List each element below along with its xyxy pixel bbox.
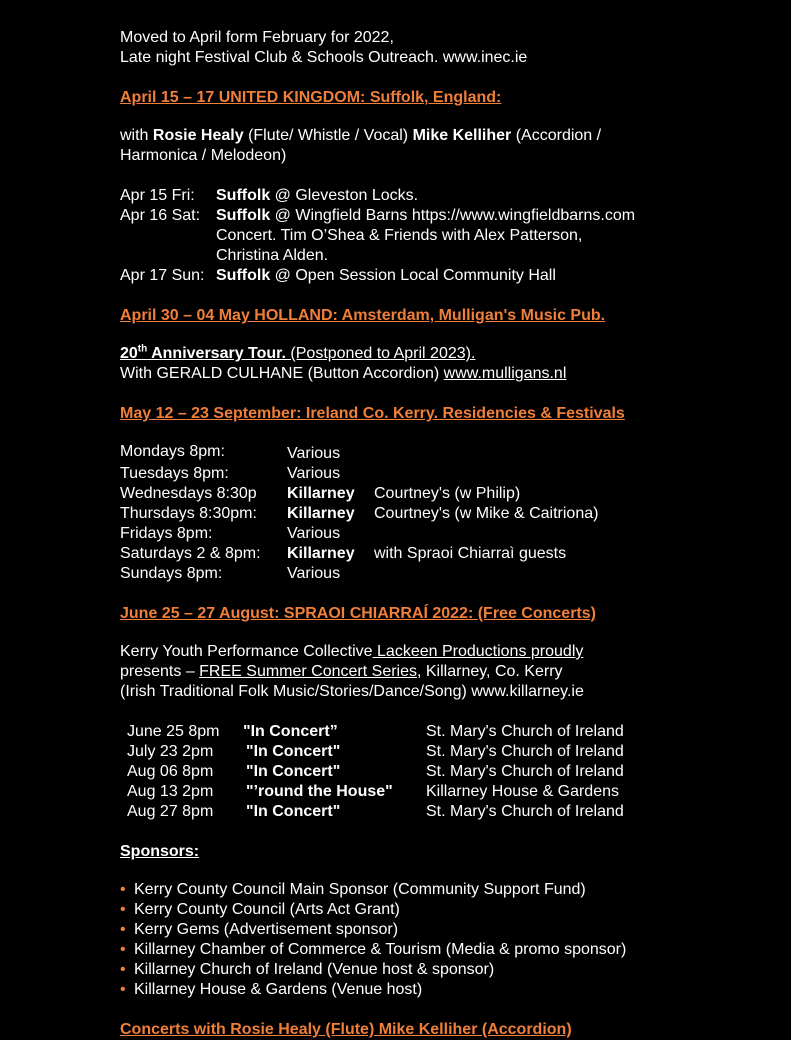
uk-day-3: Apr 17 Sun: <box>120 267 205 284</box>
week-day: Thursdays 8:30pm: <box>120 505 257 522</box>
uk-day-1: Apr 15 Fri: <box>120 187 195 204</box>
sponsors-heading: Sponsors: <box>120 843 200 860</box>
concert-date: Aug 06 8pm <box>127 763 214 780</box>
week-detail <box>374 464 720 484</box>
week-place: Various <box>287 445 341 462</box>
week-detail: Courtney's (w Philip) <box>374 485 521 502</box>
concert-venue: St. Mary's Church of Ireland <box>426 803 624 820</box>
uk-heading[interactable]: April 15 – 17 UNITED KINGDOM: Suffolk, England: <box>120 89 502 106</box>
week-day: Mondays 8pm: <box>120 443 225 460</box>
uk-event-2: Suffolk @ Wingfield Barns https://www.wingfieldbarns.com <box>216 207 636 224</box>
uk-event-2-detail-2: Christina Alden. <box>216 247 329 264</box>
spraoi-desc-1: Kerry Youth Performance Collective Lackeen Productions proudly <box>120 643 584 660</box>
concert-venue: St. Mary's Church of Ireland <box>426 743 624 760</box>
concert-list <box>120 722 720 822</box>
bullet-icon: • <box>120 961 126 978</box>
uk-schedule <box>120 186 720 286</box>
concert-date: Aug 13 2pm <box>127 783 214 800</box>
spraoi-heading[interactable]: June 25 – 27 August: SPRAOI CHIARRAÍ 2022: (Free Concerts) <box>120 605 596 622</box>
week-detail: with Spraoi Chiarraì guests <box>374 545 567 562</box>
artist-rosie: Rosie Healy <box>152 127 244 144</box>
week-place: Killarney <box>287 485 355 502</box>
week-detail <box>374 524 720 544</box>
list-item: • Killarney House & Gardens (Venue host) <box>120 981 423 998</box>
bullet-icon: • <box>120 981 126 998</box>
concert-title: "In Concert” <box>243 723 338 740</box>
concert-venue: St. Mary's Church of Ireland <box>426 723 624 740</box>
holland-heading[interactable]: April 30 – 04 May HOLLAND: Amsterdam, Mulligan's Music Pub. <box>120 307 606 324</box>
week-place: Killarney <box>287 545 355 562</box>
week-detail <box>374 442 720 464</box>
list-item: • Killarney Church of Ireland (Venue host & sponsor) <box>120 961 495 978</box>
concert-venue: St. Mary's Church of Ireland <box>426 763 624 780</box>
concert-title: "’round the House" <box>246 783 393 800</box>
intro-line-2: Late night Festival Club & Schools Outreach. www.inec.ie <box>120 49 528 66</box>
bullet-icon: • <box>120 921 126 938</box>
document-body <box>120 28 720 1040</box>
concert-venue: Killarney House & Gardens <box>426 783 619 800</box>
week-day: Wednesdays 8:30p <box>120 485 257 502</box>
sponsor-list <box>120 880 720 1000</box>
kerry-weekly-schedule <box>120 442 720 584</box>
week-day: Fridays 8pm: <box>120 525 213 542</box>
holland-tour: 20th Anniversary Tour. (Postponed to April 2023). <box>120 343 476 362</box>
concert-title: "In Concert" <box>246 763 341 780</box>
week-place: Various <box>287 525 341 542</box>
week-day: Saturdays 2 & 8pm: <box>120 545 261 562</box>
week-place: Killarney <box>287 505 355 522</box>
list-item: • Kerry County Council Main Sponsor (Community Support Fund) <box>120 881 586 898</box>
holland-with: With GERALD CULHANE (Button Accordion) www.mulligans.nl <box>120 365 567 382</box>
concert-date: Aug 27 8pm <box>127 803 214 820</box>
uk-artists-cont: Harmonica / Melodeon) <box>120 147 287 164</box>
concert-title: "In Concert" <box>246 803 341 820</box>
artist-mike: Mike Kelliher <box>412 127 512 144</box>
kerry-heading[interactable]: May 12 – 23 September: Ireland Co. Kerry. Residencies & Festivals <box>120 405 625 422</box>
list-item: • Killarney Chamber of Commerce & Tourism (Media & promo sponsor) <box>120 941 627 958</box>
list-item: • Kerry County Council (Arts Act Grant) <box>120 901 400 918</box>
uk-artists: with Rosie Healy (Flute/ Whistle / Vocal) Mike Kelliher (Accordion / <box>120 127 602 144</box>
week-place: Various <box>287 565 341 582</box>
concert-title: "In Concert" <box>246 743 341 760</box>
bullet-icon: • <box>120 941 126 958</box>
concert-date: July 23 2pm <box>127 743 214 760</box>
week-detail: Courtney's (w Mike & Caitriona) <box>374 505 599 522</box>
list-item: • Kerry Gems (Advertisement sponsor) <box>120 921 399 938</box>
week-detail <box>374 564 720 584</box>
spraoi-desc-3: (Irish Traditional Folk Music/Stories/Dance/Song) www.killarney.ie <box>120 683 584 700</box>
uk-event-2-detail-1: Concert. Tim O’Shea & Friends with Alex Patterson, <box>216 227 583 244</box>
bullet-icon: • <box>120 901 126 918</box>
week-place: Various <box>287 465 341 482</box>
spraoi-desc-2: presents – FREE Summer Concert Series, Killarney, Co. Kerry <box>120 663 563 680</box>
concert-date: June 25 8pm <box>127 723 220 740</box>
week-day: Tuesdays 8pm: <box>120 465 229 482</box>
uk-day-2: Apr 16 Sat: <box>120 207 201 224</box>
intro-line-1: Moved to April form February for 2022, <box>120 29 394 46</box>
uk-event-3: Suffolk @ Open Session Local Community Hall <box>216 267 556 284</box>
week-day: Sundays 8pm: <box>120 565 223 582</box>
footer-heading[interactable]: Concerts with Rosie Healy (Flute) Mike Kelliher (Accordion) <box>120 1021 572 1038</box>
uk-event-1: Suffolk @ Gleveston Locks. <box>216 187 419 204</box>
mulligans-link[interactable]: www.mulligans.nl <box>443 365 567 382</box>
bullet-icon: • <box>120 881 126 898</box>
